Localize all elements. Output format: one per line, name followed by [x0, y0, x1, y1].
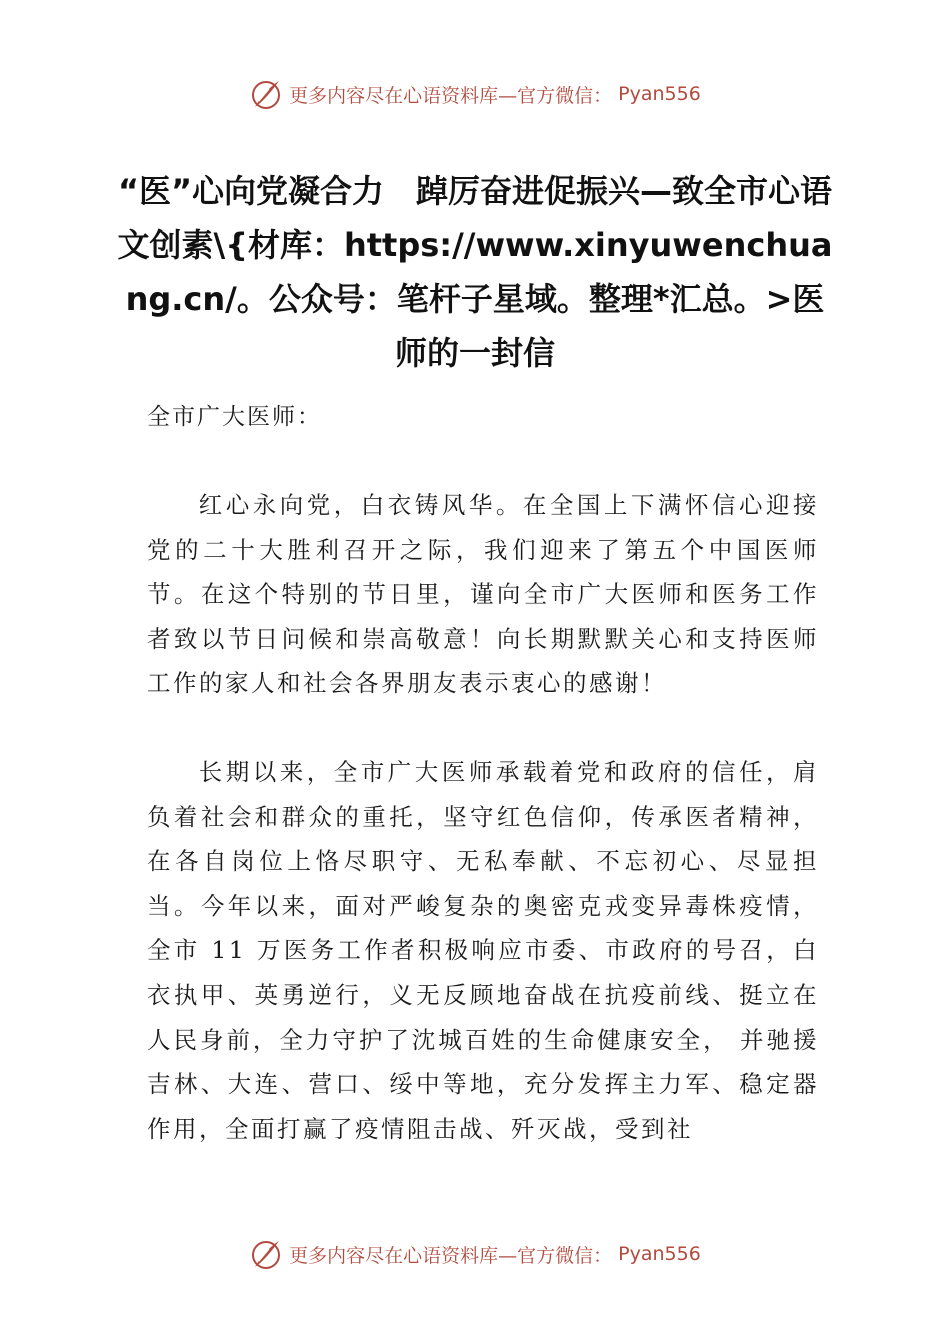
quill-pen-icon	[249, 1237, 283, 1271]
footer-watermark	[0, 1234, 950, 1274]
watermark-text: 更多内容尽在心语资料库—官方微信：	[289, 1244, 613, 1267]
watermark-wechat-id: Pyan556	[618, 83, 701, 105]
watermark-wechat-id: Pyan556	[618, 1243, 701, 1265]
body-paragraph-1: 红心永向党，白衣铸风华。在全国上下满怀信心迎接党的二十大胜利召开之际，我们迎来了第五个中国医师节。在这个特别的节日里，谨向全市广大医师和医务工作者致以节日问候和崇高敬意！向长期默默关心和支持医师工作的家人和社会各界朋友表示衷心的感谢！	[147, 491, 819, 698]
body-paragraph-2: 长期以来，全市广大医师承载着党和政府的信任，肩负着社会和群众的重托，坚守红色信仰，传承医者精神，在各自岗位上恪尽职守、无私奉献、不忘初心、尽显担当。今年以来，面对严峻复杂的奥密克戎变异毒株疫情，全市 11 万医务工作者积极响应市委、市政府的号召，白衣执甲、英勇逆行，义无反顾地奋战在抗疫前线、挺立在人民身前，全力守护了沈城百姓的生命健康安全， 并驰援吉林、大连、营口、绥中等地，充分发挥主力军、稳定器作用，全面打赢了疫情阻击战、歼灭战，受到社	[147, 758, 819, 1143]
salutation: 全市广大医师：	[147, 404, 322, 430]
document-title: “医”心向党凝合力 踔厉奋进促振兴—致全市心语文创素\{材库：https://www.xinyuwenchuang.cn/。公众号：笔杆子星域。整理*汇总。>医师的一封信	[117, 172, 833, 372]
watermark-text: 更多内容尽在心语资料库—官方微信：	[289, 84, 613, 107]
quill-pen-icon	[249, 77, 283, 111]
header-watermark	[0, 74, 950, 114]
